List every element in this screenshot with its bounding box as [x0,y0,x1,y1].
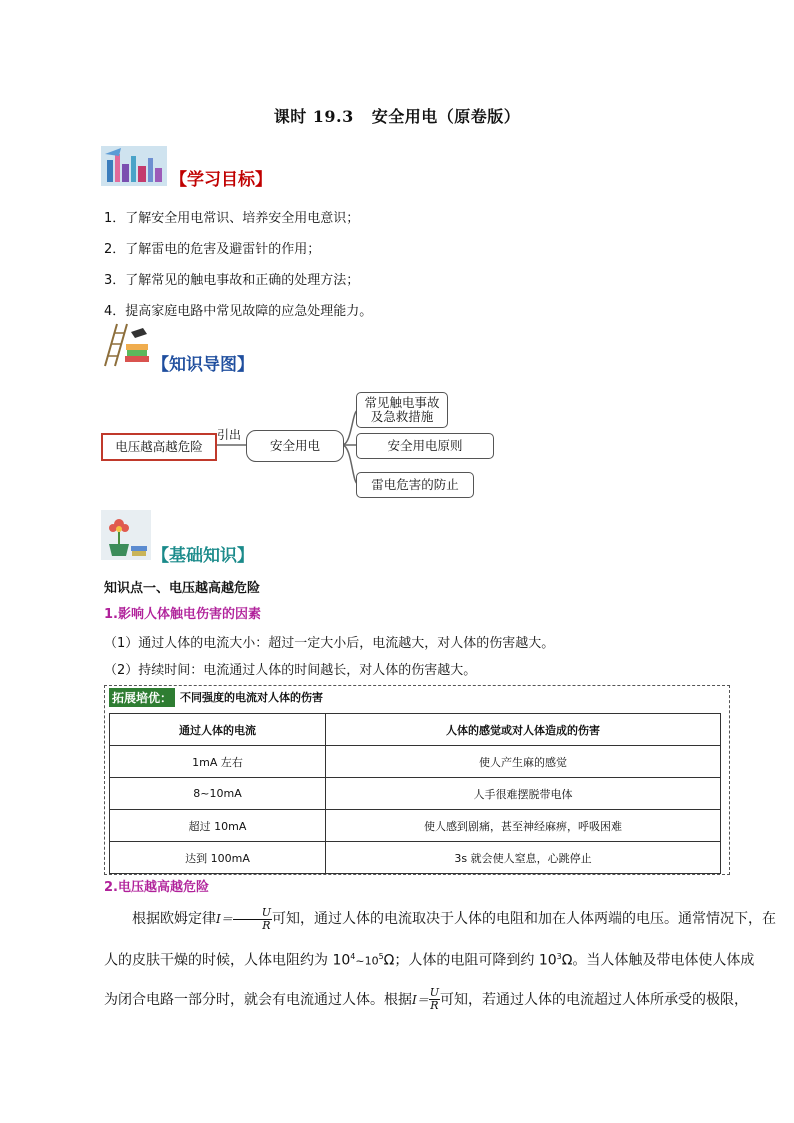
section-heading-basics: 【基础知识】 [152,546,254,566]
table-header-cell: 通过人体的电流 [110,714,326,746]
table-row [110,746,721,778]
text-run: 可知，若通过人体的电流超过人体所承受的极限， [440,991,749,1008]
page-title [0,104,794,127]
section-heading-mindmap: 【知识导图】 [152,355,254,375]
factor-item-duration: （2）持续时间：电流通过人体的时间越长，对人体的伤害越大。 [104,663,477,678]
flower-pot-icon [101,510,151,560]
subheading-factors: 1.影响人体触电伤害的因素 [104,607,261,622]
fraction-numerator: U [429,986,440,1000]
factor-item-current: （1）通过人体的电流大小：超过一定大小后，电流越大，对人体的伤害越大。 [104,636,555,651]
paragraph-line [104,900,777,938]
table-row [110,842,721,874]
formula-lhs: I＝ [216,912,233,926]
table-cell: 使人产生麻的感觉 [326,746,721,778]
subheading-voltage: 2.电压越高越危险 [104,880,209,895]
section-heading-goals: 【学习目标】 [170,170,272,190]
goal-item: 1．了解安全用电常识、培养安全用电意识； [104,211,360,226]
table-row [110,778,721,810]
mind-map-branch-node: 常见触电事故 及急救措施 [356,392,448,428]
mind-map-link-label: 引出 [217,428,242,442]
table-cell: 人手很难摆脱带电体 [326,778,721,810]
table-header-cell: 人体的感觉或对人体造成的伤害 [326,714,721,746]
paragraph-line [104,938,755,981]
goal-item: 3．了解常见的触电事故和正确的处理方法； [104,273,360,288]
goal-item: 2．了解雷电的危害及避雷针的作用； [104,242,321,257]
knowledge-mind-map [100,388,500,500]
mind-map-center-node: 安全用电 [246,430,344,462]
ladder-books-icon [101,322,153,368]
voltage-paragraph [104,900,777,1019]
text-run: ~10 [355,954,379,968]
table-cell: 超过 10mA [110,810,326,842]
current-effects-table [109,713,721,874]
text-run: 可知，通过人体的电流取决于人体的电阻和加在人体两端的电压。通常情况下，在 [272,911,777,927]
formula-lhs: I＝ [412,992,429,1007]
text-run: 人的皮肤干燥的时候，人体电阻约为 10 [104,952,351,969]
table-cell: 使人感到剧痛，甚至神经麻痹，呼吸困难 [326,810,721,842]
fraction-u-over-r [429,987,440,1012]
lesson-topic: 安全用电（原卷版） [371,107,521,126]
books-illustration-icon [101,146,167,186]
fraction-denominator: R [262,918,271,932]
extension-tag: 拓展培优： [109,688,175,707]
knowledge-point-title: 知识点一、电压越高越危险 [104,581,261,596]
mind-map-branch-node: 安全用电原则 [356,433,494,459]
paragraph-line [104,981,749,1019]
lesson-number: 课时 19.3 [273,107,354,126]
mind-map-branch-node: 雷电危害的防止 [356,472,474,498]
exponent: 5 [378,952,384,961]
fraction-numerator: U [233,907,272,920]
table-row [110,810,721,842]
text-run: 根据欧姆定律 [132,911,216,927]
text-run: Ω；人体的电阻可降到约 10 [383,952,557,969]
exponent: 4 [350,952,356,961]
goal-item: 4．提高家庭电路中常见故障的应急处理能力。 [104,304,373,319]
table-cell: 1mA 左右 [110,746,326,778]
table-cell: 达到 100mA [110,842,326,874]
extension-title: 不同强度的电流对人体的伤害 [180,691,323,704]
text-run: 为闭合电路一部分时，就会有电流通过人体。根据 [104,991,412,1008]
mind-map-root-node: 电压越高越危险 [101,433,217,461]
fraction-denominator: R [430,999,439,1013]
table-header-row [110,714,721,746]
table-cell: 8~10mA [110,778,326,810]
table-cell: 3s 就会使人窒息，心跳停止 [326,842,721,874]
exponent: 3 [556,952,562,961]
fraction-u-over-r [233,907,272,932]
text-run: Ω。当人体触及带电体使人体成 [561,952,755,969]
